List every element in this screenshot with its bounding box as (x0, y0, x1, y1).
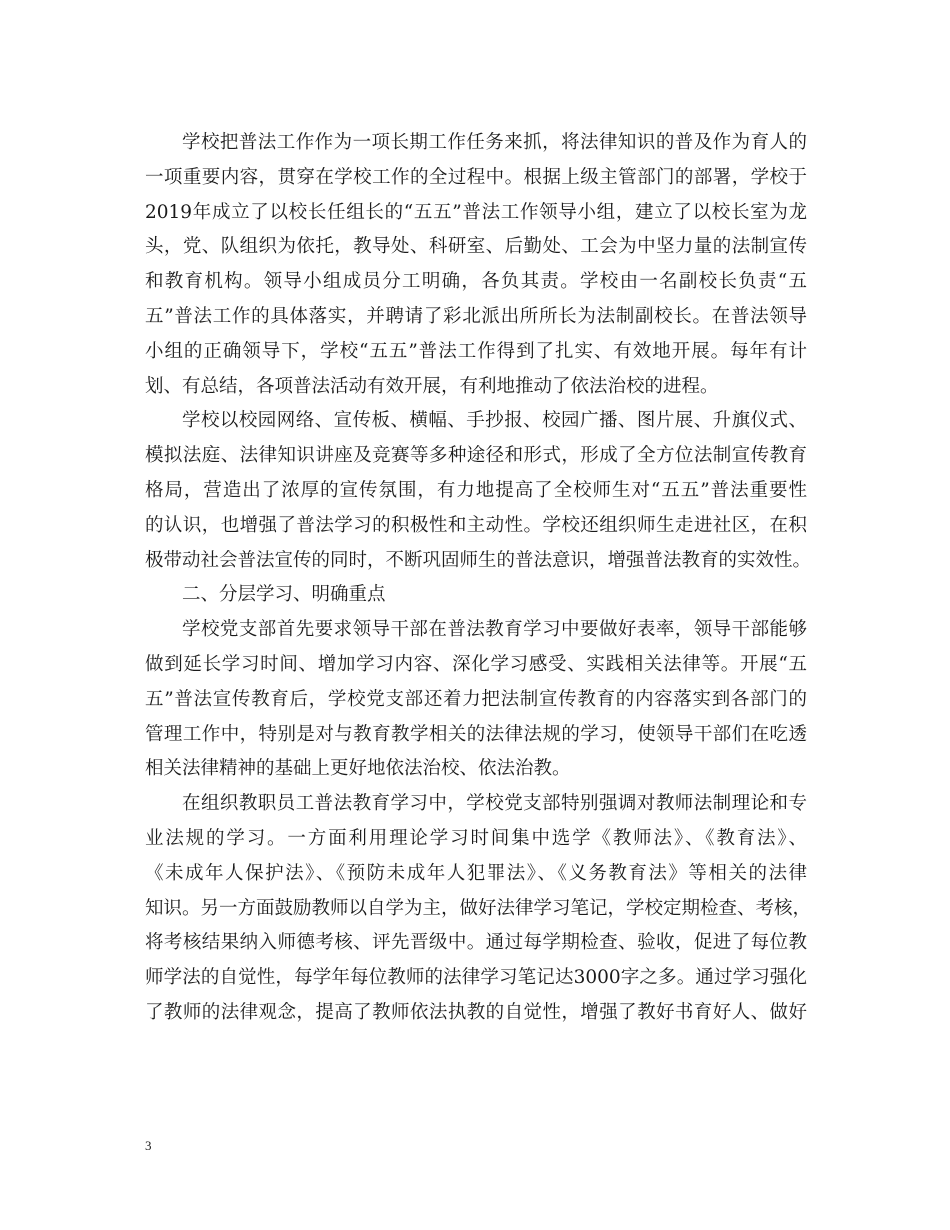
paragraph-line: 做到延长学习时间、增加学习内容、深化学习感受、实践相关法律等。开展“五 (145, 653, 807, 675)
paragraph-line: 业法规的学习。一方面利用理论学习时间集中选学《教师法》、《教育法》、 (145, 827, 807, 849)
paragraph-line: 相关法律精神的基础上更好地依法治校、依法治教。 (145, 758, 571, 780)
paragraph-line: 极带动社会普法宣传的同时，不断巩固师生的普法意识，增强普法教育的实效性。 (145, 549, 812, 571)
paragraph-first-line: 学校把普法工作作为一项长期工作任务来抓，将法律知识的普及作为育人的 (182, 132, 807, 153)
paragraph-line: 格局，营造出了浓厚的宣传氛围，有力地提高了全校师生对“五五”普法重要性 (145, 479, 807, 501)
paragraph-line: 的认识，也增强了普法学习的积极性和主动性。学校还组织师生走进社区，在积 (145, 514, 807, 536)
paragraph-line: 和教育机构。领导小组成员分工明确，各负其责。学校由一名副校长负责“五 (145, 271, 807, 293)
paragraph-line: 头，党、队组织为依托，教导处、科研室、后勤处、工会为中坚力量的法制宣传 (145, 236, 807, 258)
paragraph-line: 管理工作中，特别是对与教育教学相关的法律法规的学习，使领导干部们在吃透 (145, 723, 807, 745)
paragraph-line: 一项重要内容，贯穿在学校工作的全过程中。根据上级主管部门的部署，学校于 (145, 166, 807, 188)
paragraph-line: 知识。另一方面鼓励教师以自学为主，做好法律学习笔记，学校定期检查、考核， (145, 897, 812, 919)
paragraph-line: 师学法的自觉性，每学年每位教师的法律学习笔记达3000字之多。通过学习强化 (145, 967, 807, 989)
paragraph-line: 2019年成立了以校长任组长的“五五”普法工作领导小组，建立了以校长室为龙 (145, 201, 807, 223)
paragraph-first-line: 二、分层学习、明确重点 (182, 584, 386, 606)
paragraph-line: 划、有总结，各项普法活动有效开展，有利地推动了依法治校的进程。 (145, 375, 719, 397)
paragraph-line: 了教师的法律观念，提高了教师依法执教的自觉性，增强了教好书育好人、做好 (145, 1001, 807, 1023)
paragraph-line: 五”普法工作的具体落实，并聘请了彩北派出所所长为法制副校长。在普法领导 (145, 305, 807, 327)
paragraph-line: 五”普法宣传教育后，学校党支部还着力把法制宣传教育的内容落实到各部门的 (145, 688, 807, 710)
paragraph-line: 将考核结果纳入师德考核、评先晋级中。通过每学期检查、验收，促进了每位教 (145, 932, 807, 954)
paragraph-line: 小组的正确领导下，学校“五五”普法工作得到了扎实、有效地开展。每年有计 (145, 340, 807, 362)
page-number: 3 (145, 1138, 152, 1153)
paragraph-first-line: 学校以校园网络、宣传板、横幅、手抄报、校园广播、图片展、升旗仪式、 (182, 410, 807, 432)
document-body (145, 126, 812, 1031)
paragraph-line: 《未成年人保护法》、《预防未成年人犯罪法》、《义务教育法》等相关的法律 (145, 862, 807, 884)
paragraph-line: 模拟法庭、法律知识讲座及竞赛等多种途径和形式，形成了全方位法制宣传教育 (145, 445, 807, 467)
paragraph-first-line: 在组织教职员工普法教育学习中，学校党支部特别强调对教师法制理论和专 (182, 793, 807, 815)
paragraph-first-line: 学校党支部首先要求领导干部在普法教育学习中要做好表率，领导干部能够 (182, 619, 807, 641)
